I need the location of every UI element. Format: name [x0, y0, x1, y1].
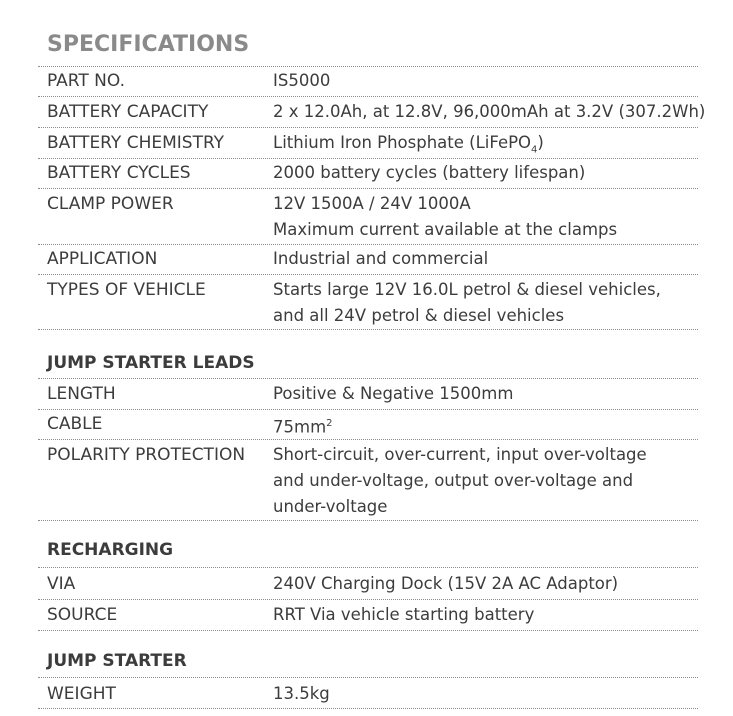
section-heading-recharging: RECHARGING — [47, 540, 174, 560]
spec-label-part-no: PART NO. — [47, 71, 125, 91]
spec-value-clamp-power-line2: Maximum current available at the clamps — [273, 220, 618, 239]
spec-value-polarity-line3: under-voltage — [273, 497, 388, 516]
divider — [38, 677, 698, 678]
spec-value-part-no: IS5000 — [273, 71, 331, 90]
divider — [38, 96, 698, 97]
divider — [38, 378, 698, 379]
divider — [38, 599, 698, 600]
spec-label-battery-cycles: BATTERY CYCLES — [47, 163, 191, 183]
spec-value-application: Industrial and commercial — [273, 249, 489, 268]
spec-value-via: 240V Charging Dock (15V 2A AC Adaptor) — [273, 574, 619, 593]
divider — [38, 630, 698, 631]
spec-value-source: RRT Via vehicle starting battery — [273, 605, 535, 624]
spec-label-application: APPLICATION — [47, 249, 158, 269]
page-title: SPECIFICATIONS — [47, 32, 250, 57]
divider — [38, 708, 698, 709]
spec-value-polarity-line1: Short-circuit, over-current, input over-voltage — [273, 445, 647, 464]
divider — [38, 127, 698, 128]
spec-label-types-of-vehicle: TYPES OF VEHICLE — [47, 280, 206, 300]
spec-label-clamp-power: CLAMP POWER — [47, 194, 174, 214]
divider — [38, 66, 698, 67]
divider — [38, 274, 698, 275]
spec-label-source: SOURCE — [47, 605, 118, 625]
divider — [38, 188, 698, 189]
spec-value-battery-capacity: 2 x 12.0Ah, at 12.8V, 96,000mAh at 3.2V (307.2Wh) — [273, 102, 706, 121]
spec-value-length: Positive & Negative 1500mm — [273, 384, 514, 403]
spec-label-via: VIA — [47, 574, 76, 594]
chemistry-close: ) — [537, 133, 544, 152]
spec-label-battery-chemistry: BATTERY CHEMISTRY — [47, 133, 225, 153]
spec-label-cable: CABLE — [47, 414, 103, 434]
spec-value-cable — [273, 411, 333, 440]
spec-value-types-of-vehicle-line1: Starts large 12V 16.0L petrol & diesel vehicles, — [273, 280, 661, 299]
spec-label-length: LENGTH — [47, 384, 116, 404]
divider — [38, 409, 698, 410]
spec-label-battery-capacity: BATTERY CAPACITY — [47, 102, 209, 122]
section-heading-leads: JUMP STARTER LEADS — [47, 353, 255, 373]
divider — [38, 329, 698, 330]
section-heading-jump-starter: JUMP STARTER — [47, 651, 187, 671]
spec-value-battery-cycles: 2000 battery cycles (battery lifespan) — [273, 163, 586, 182]
spec-value-clamp-power-line1: 12V 1500A / 24V 1000A — [273, 194, 471, 213]
chemistry-text: Lithium Iron Phosphate (LiFePO — [273, 133, 532, 152]
spec-value-types-of-vehicle-line2: and all 24V petrol & diesel vehicles — [273, 306, 565, 325]
spec-value-polarity-line2: and under-voltage, output over-voltage and — [273, 471, 634, 490]
spec-value-weight: 13.5kg — [273, 684, 330, 703]
chemistry-subscript: 4 — [531, 144, 538, 156]
divider — [38, 567, 698, 568]
spec-label-weight: WEIGHT — [47, 684, 116, 704]
divider — [38, 439, 698, 440]
divider — [38, 158, 698, 159]
cable-text: 75mm — [273, 417, 327, 437]
spec-label-polarity-protection: POLARITY PROTECTION — [47, 445, 246, 465]
cable-superscript: 2 — [326, 418, 333, 429]
divider — [38, 244, 698, 245]
divider — [38, 520, 698, 521]
